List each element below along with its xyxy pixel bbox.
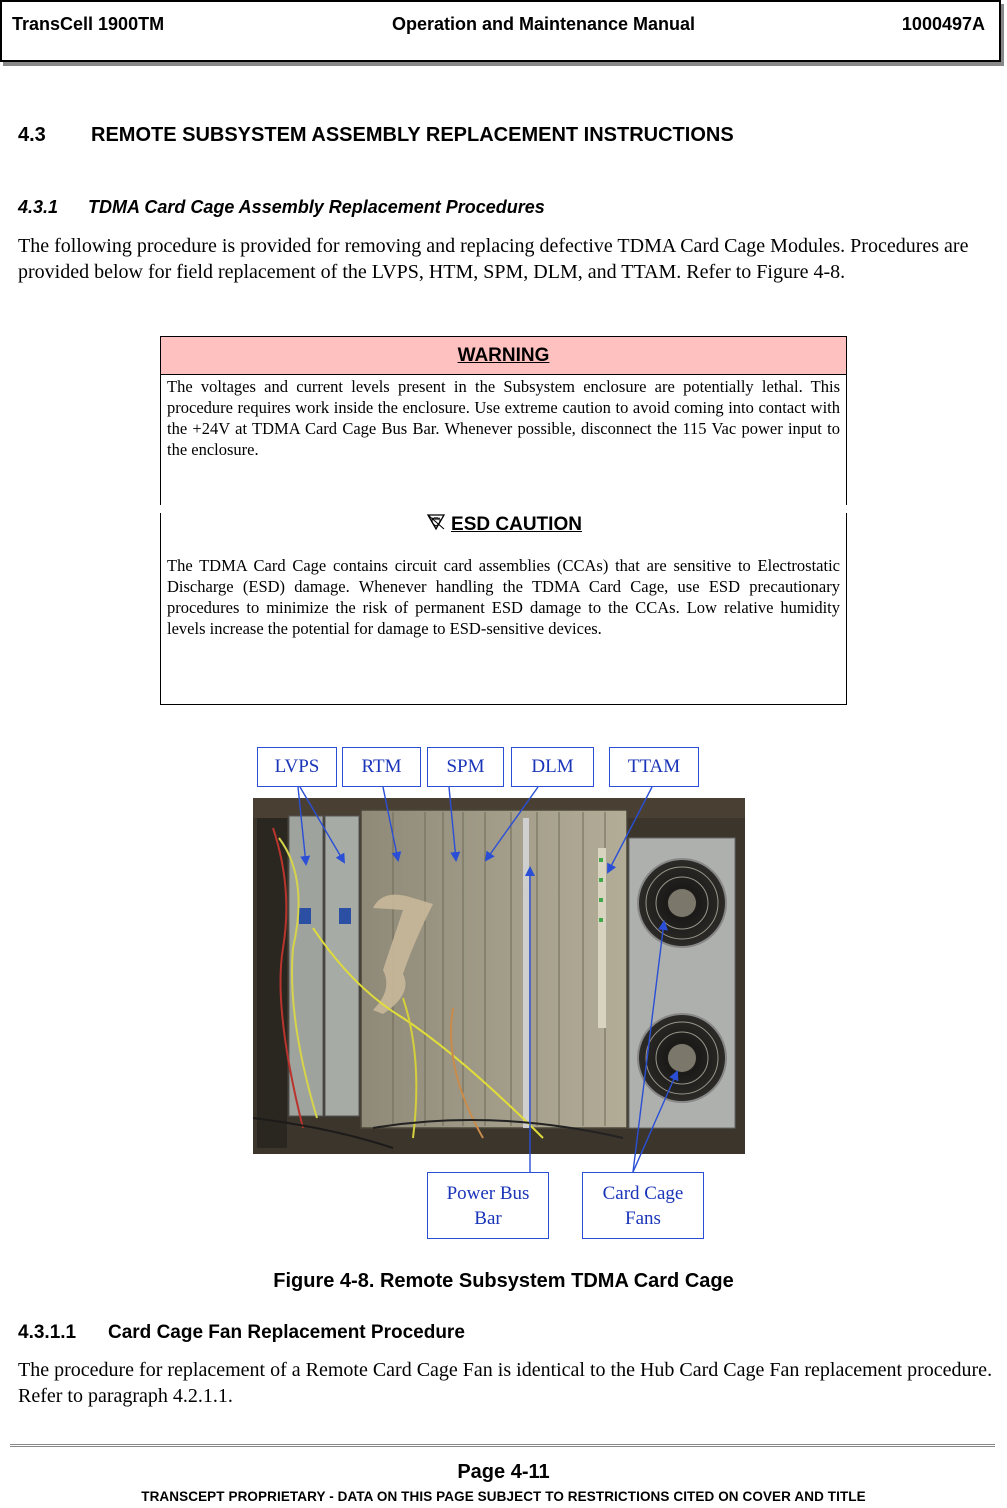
- header-manual-title: Operation and Maintenance Manual: [392, 14, 696, 34]
- callout-spm: SPM: [427, 747, 504, 787]
- subsubsection-title: Card Cage Fan Replacement Procedure: [108, 1322, 465, 1343]
- page-header: [0, 0, 1001, 62]
- callout-lvps: LVPS: [257, 747, 337, 787]
- callout-dlm: DLM: [511, 747, 594, 787]
- subsection-heading: [18, 197, 545, 218]
- section-heading: [18, 124, 734, 147]
- subsubsection-number: 4.3.1.1: [18, 1322, 77, 1343]
- intro-paragraph: The following procedure is provided for removing and replacing defective TDMA Card Cage Modules. Procedures are provided below for field replacement of the LVPS, HTM, SPM, DLM, and TTAM. Refer to Figure 4-8.: [18, 235, 969, 283]
- footer-divider: [10, 1444, 995, 1447]
- footer-proprietary-notice: TRANSCEPT PROPRIETARY - DATA ON THIS PAGE SUBJECT TO RESTRICTIONS CITED ON COVER AND TITLE: [141, 1489, 866, 1504]
- callout-card-cage-fans: Card Cage Fans: [582, 1172, 704, 1239]
- footer-page-number: Page 4-11: [457, 1461, 550, 1483]
- subsection-title: TDMA Card Cage Assembly Replacement Procedures: [88, 197, 545, 217]
- subsection-number: 4.3.1: [18, 197, 59, 217]
- callout-rtm: RTM: [342, 747, 421, 787]
- header-product: TransCell 1900TM: [12, 14, 165, 34]
- esd-hand-icon: [425, 511, 447, 533]
- warning-text: The voltages and current levels present in the Subsystem enclosure are potentially lethal. This procedure requires work inside the enclosure. Use extreme caution to avoid coming into contact with the +24V at TDMA Card Cage Bus Bar. Whenever possible, disconnect the 115 Vac power input to the enclosure.: [167, 377, 840, 459]
- esd-caution-text: The TDMA Card Cage contains circuit card assemblies (CCAs) that are sensitive to Electrostatic Discharge (ESD) damage. Whenever handling the TDMA Card Cage, use ESD precautionary procedures to minimize the risk of permanent ESD damage to the CCAs. Low relative humidity levels increase the potential for damage to ESD-sensitive devices.: [167, 556, 840, 638]
- warning-box: [160, 336, 847, 705]
- figure-caption: Figure 4-8. Remote Subsystem TDMA Card Cage: [273, 1270, 734, 1292]
- card-cage-photo: [253, 798, 745, 1154]
- esd-caution-heading: [161, 511, 846, 538]
- warning-title: WARNING: [161, 337, 846, 375]
- callout-power-bus-bar: Power Bus Bar: [427, 1172, 549, 1239]
- esd-caution-title: ESD CAUTION: [451, 514, 582, 535]
- fan-replacement-paragraph: The procedure for replacement of a Remote Card Cage Fan is identical to the Hub Card Cage Fan replacement procedure. Refer to paragraph 4.2.1.1.: [18, 1359, 993, 1407]
- subsubsection-heading: [18, 1322, 465, 1344]
- callout-ttam: TTAM: [609, 747, 699, 787]
- section-number: 4.3: [18, 124, 46, 146]
- section-title: REMOTE SUBSYSTEM ASSEMBLY REPLACEMENT INSTRUCTIONS: [91, 124, 734, 146]
- header-doc-number: 1000497A: [901, 14, 985, 34]
